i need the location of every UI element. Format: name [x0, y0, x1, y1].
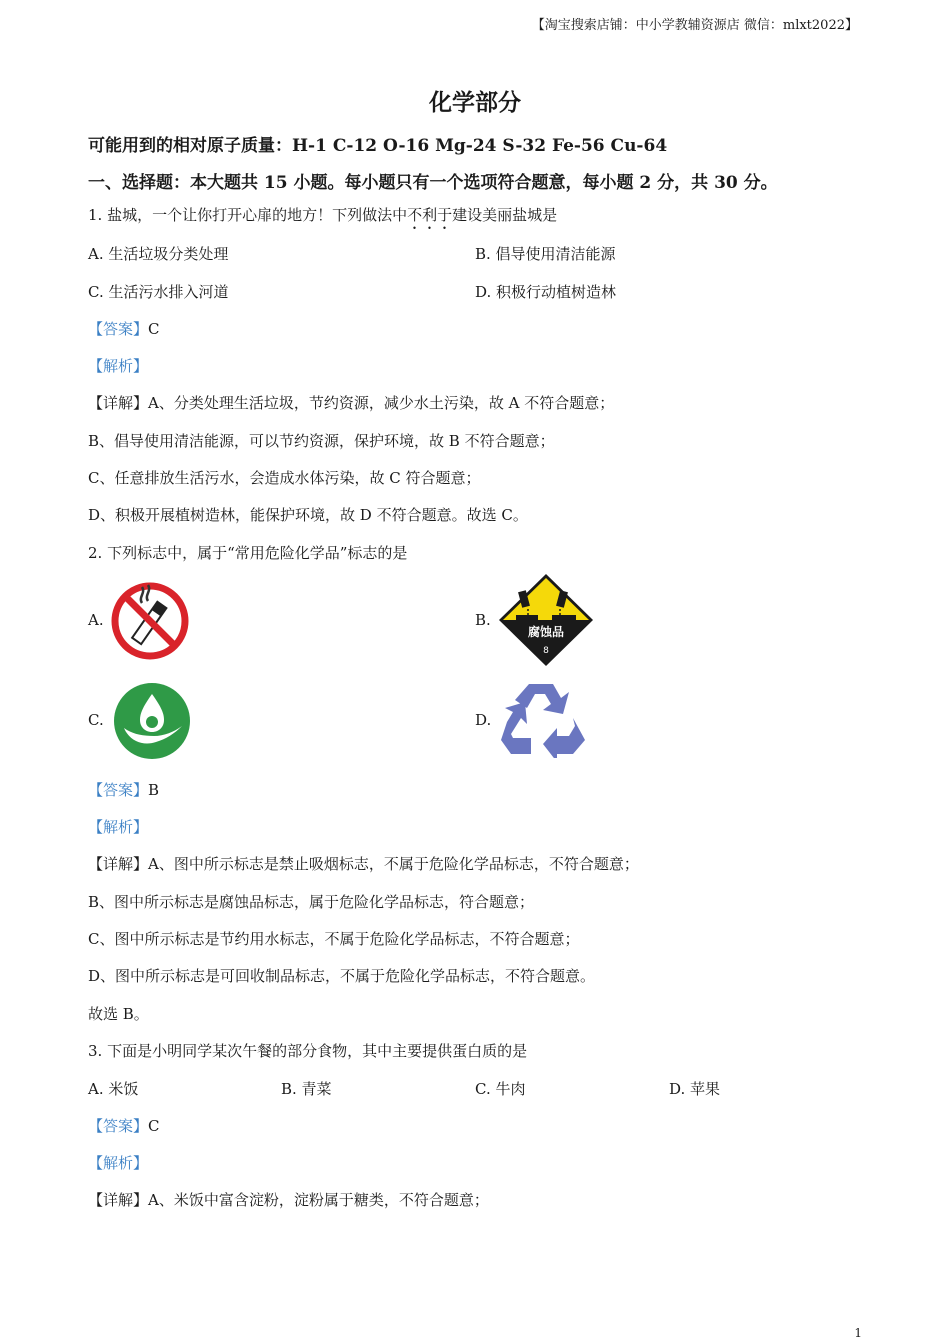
q2-option-d-letter: D.: [475, 711, 492, 729]
section-heading: 一、选择题：本大题共 15 小题。每小题只有一个选项符合题意，每小题 2 分，共 30 分。: [88, 173, 778, 193]
q2-detail-4: 故选 B。: [88, 1005, 149, 1023]
q2-detail-0: 【详解】A、图中所示标志是禁止吸烟标志，不属于危险化学品标志，不符合题意；: [88, 855, 639, 873]
atomic-masses: 可能用到的相对原子质量：H-1 C-12 O-16 Mg-24 S-32 Fe-56 Cu-64: [88, 136, 668, 156]
q1-detail-3: D、积极开展植树造林，能保护环境，故 D 不符合题意。故选 C。: [88, 506, 528, 524]
q3-option-b: B. 青菜: [281, 1080, 332, 1098]
q2-detail-3: D、图中所示标志是可回收制品标志，不属于危险化学品标志，不符合题意。: [88, 967, 596, 985]
q3-detail-0: 【详解】A、米饭中富含淀粉，淀粉属于糖类，不符合题意；: [88, 1191, 489, 1209]
q2-answer: 【答案】B: [88, 781, 160, 799]
q1-stem: 1. 盐城，一个让你打开心扉的地方！下列做法中不利于建设美丽盐城是: [88, 206, 558, 224]
q1-answer: 【答案】C: [88, 320, 160, 338]
q1-option-a: A. 生活垃圾分类处理: [88, 245, 229, 263]
q3-option-a: A. 米饭: [88, 1080, 139, 1098]
q2-analysis-tag: 【解析】: [88, 818, 149, 836]
q3-answer: 【答案】C: [88, 1117, 160, 1135]
q2-option-c-letter: C.: [88, 711, 104, 729]
q1-detail-2: C、任意排放生活污水，会造成水体污染，故 C 符合题意；: [88, 469, 481, 487]
q3-analysis-tag: 【解析】: [88, 1154, 149, 1172]
q1-option-d: D. 积极行动植树造林: [475, 283, 617, 301]
corrosive-label: 腐蚀品: [527, 625, 565, 639]
q2-detail-2: C、图中所示标志是节约用水标志，不属于危险化学品标志，不符合题意；: [88, 930, 580, 948]
water-saving-icon: [112, 682, 192, 760]
page-number: 1: [854, 1326, 862, 1340]
q1-option-b: B. 倡导使用清洁能源: [475, 245, 616, 263]
q2-option-a-letter: A.: [88, 611, 104, 629]
q1-option-c: C. 生活污水排入河道: [88, 283, 229, 301]
page-title: 化学部分: [429, 89, 521, 116]
q1-detail-0: 【详解】A、分类处理生活垃圾，节约资源，减少水土污染，故 A 不符合题意；: [88, 394, 615, 412]
q3-option-d: D. 苹果: [669, 1080, 721, 1098]
q1-detail-1: B、倡导使用清洁能源，可以节约资源，保护环境，故 B 不符合题意；: [88, 432, 555, 450]
q2-detail-1: B、图中所示标志是腐蚀品标志，属于危险化学品标志，符合题意；: [88, 893, 535, 911]
corrosive-class: 8: [543, 646, 549, 656]
no-smoking-icon: [108, 581, 192, 661]
q3-option-c: C. 牛肉: [475, 1080, 526, 1098]
q2-option-b-letter: B.: [475, 611, 491, 629]
q3-stem: 3. 下面是小明同学某次午餐的部分食物，其中主要提供蛋白质的是: [88, 1042, 528, 1060]
recycle-icon: [499, 678, 587, 758]
q1-analysis-tag: 【解析】: [88, 357, 149, 375]
corrosive-icon: [498, 573, 594, 667]
q1-emphasis: 不利于: [407, 206, 453, 224]
page-header: 【淘宝搜索店铺：中小学教辅资源店 微信：mlxt2022】: [531, 18, 858, 33]
q2-stem: 2. 下列标志中，属于“常用危险化学品”标志的是: [88, 544, 408, 562]
